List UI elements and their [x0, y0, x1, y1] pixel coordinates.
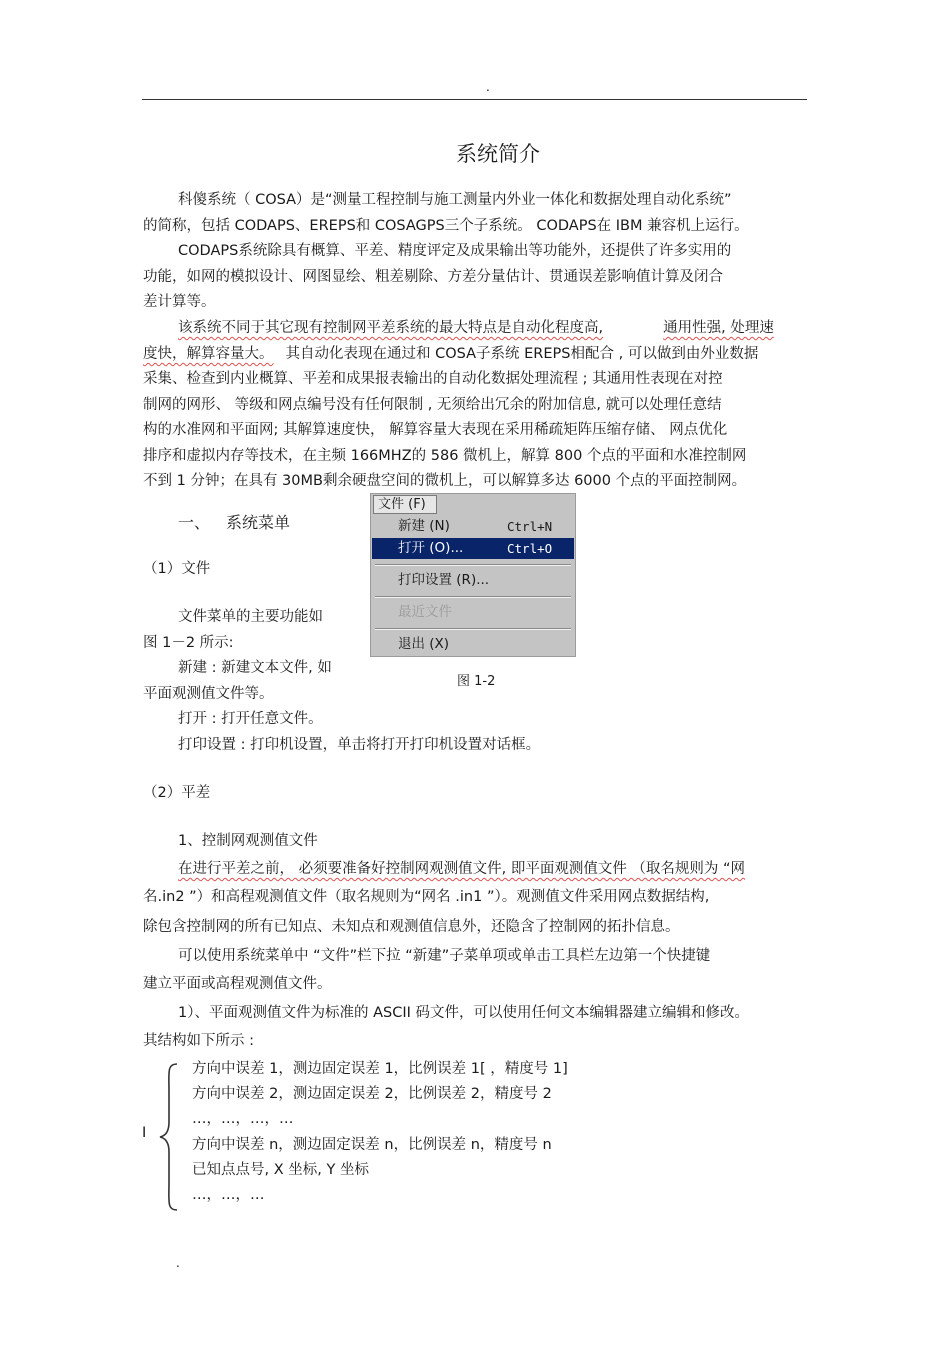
intro-line-8: 采集、检查到内业概算、平差和成果报表输出的自动化数据处理流程 ; 其通用性表现在对控	[143, 371, 723, 387]
file-heading: （1）文件	[143, 561, 211, 577]
menu-title[interactable]: 文件 (F)	[373, 495, 437, 514]
adjust-para1-line-2: 名.in2 ”）和高程观测值文件（取名规则为“网名 .in1 ”）。观测值文件采用网点数据结构,	[143, 889, 710, 905]
intro-line-4: 功能，如网的模拟设计、网图显绘、粗差剔除、方差分量估计、贯通误差影响值计算及闭合	[143, 269, 723, 285]
file-desc-line-1: 文件菜单的主要功能如	[178, 609, 323, 625]
menu-separator	[375, 628, 571, 630]
file-new-line-2: 平面观测值文件等。	[143, 686, 274, 702]
adjust-para1-line-3: 除包含控制网的所有已知点、未知点和观测值信息外，还隐含了控制网的拓扑信息。	[143, 919, 680, 935]
intro-line-7	[143, 344, 758, 364]
file-new-line-1: 新建 : 新建文本文件, 如	[178, 660, 332, 676]
section-heading	[178, 510, 290, 533]
menu-item-new-shortcut: Ctrl+N	[507, 519, 553, 534]
adjust-para1-line-1	[178, 859, 745, 879]
menu-item-exit[interactable]	[372, 634, 574, 655]
figure-caption: 图 1-2	[457, 674, 496, 689]
menu-item-exit-label: 退出 (X)	[398, 636, 450, 652]
header-rule	[142, 99, 807, 100]
section-number: 一、	[178, 513, 211, 532]
footer-dot: .	[176, 1256, 180, 1270]
menu-item-open-label: 打开 (O)...	[398, 540, 464, 556]
file-print-desc: 打印设置 : 打印机设置，单击将打开打印机设置对话框。	[178, 737, 541, 753]
structure-line: 方向中误差 2，测边固定误差 2，比例误差 2，精度号 2	[192, 1086, 552, 1102]
structure-line: 方向中误差 n，测边固定误差 n，比例误差 n，精度号 n	[192, 1137, 552, 1153]
menu-item-print-setup-label: 打印设置 (R)...	[398, 572, 490, 588]
intro-line-2: 的简称，包括 CODAPS、EREPS和 COSAGPS三个子系统。 CODAPS在 IBM 兼容机上运行。	[143, 218, 749, 234]
intro-line-12: 不到 1 分钟；在具有 30MB剩余硬盘空间的微机上，可以解算多达 6000 个点的平面控制网。	[143, 473, 747, 489]
intro-line-6	[178, 318, 774, 338]
menu-item-open-shortcut: Ctrl+O	[507, 541, 553, 556]
page-title: 系统简介	[456, 142, 540, 166]
structure-line: 已知点点号, X 坐标, Y 坐标	[192, 1162, 369, 1178]
menu-item-new-label: 新建 (N)	[398, 518, 450, 534]
structure-line: …，…，…，…	[192, 1111, 294, 1127]
menu-separator	[375, 596, 571, 598]
adjust-heading: （2）平差	[143, 785, 211, 801]
intro-line-7-b: 其自动化表现在通过和 COSA子系统 EREPS相配合 , 可以做到由外业数据	[285, 346, 759, 362]
intro-line-9: 制网的网形、 等级和网点编号没有任何限制 , 无须给出冗余的附加信息, 就可以处理任意结	[143, 397, 722, 413]
adjust-para1-line-1-text: 在进行平差之前， 必须要准备好控制网观测值文件, 即平面观测值文件 （取名规则为 “网	[178, 861, 746, 877]
menu-separator	[375, 564, 571, 566]
menu-item-print-setup[interactable]	[372, 570, 574, 591]
header-dot: .	[486, 80, 490, 94]
intro-line-3: CODAPS系统除具有概算、平差、精度评定及成果输出等功能外，还提供了许多实用的	[178, 243, 732, 259]
structure-label: I	[142, 1125, 147, 1141]
intro-line-7-a: 度快，解算容量大。	[143, 346, 274, 362]
adjust-para2-line-1: 可以使用系统菜单中 “文件”栏下拉 “新建”子菜单项或单击工具栏左边第一个快捷键	[178, 948, 711, 964]
section-title: 系统菜单	[226, 513, 291, 532]
menu-item-open[interactable]	[372, 538, 574, 559]
adjust-para3-line-2: 其结构如下所示 :	[143, 1033, 254, 1049]
adjust-subheading: 1、控制网观测值文件	[178, 833, 318, 849]
menu-item-recent-files-label: 最近文件	[398, 604, 452, 620]
intro-line-1: 科傻系统（ COSA）是“测量工程控制与施工测量内外业一体化和数据处理自动化系统”	[178, 192, 732, 208]
file-menu-screenshot	[370, 493, 576, 657]
intro-line-10: 构的水准网和平面网; 其解算速度快， 解算容量大表现在采用稀疏矩阵压缩存储、 网点优化	[143, 422, 728, 438]
intro-line-6-b: 通用性强, 处理速	[663, 320, 774, 336]
intro-line-6-a: 该系统不同于其它现有控制网平差系统的最大特点是自动化程度高,	[178, 320, 604, 336]
curly-brace-icon	[157, 1062, 181, 1212]
file-open-desc: 打开 : 打开任意文件。	[178, 711, 323, 727]
adjust-para3-line-1: 1）、平面观测值文件为标准的 ASCII 码文件，可以使用任何文本编辑器建立编辑和修改。	[178, 1005, 749, 1021]
structure-line: 方向中误差 1，测边固定误差 1，比例误差 1[ ，精度号 1]	[192, 1061, 568, 1077]
structure-line: …，…，…	[192, 1187, 265, 1203]
intro-line-5: 差计算等。	[143, 294, 216, 310]
file-desc-line-2: 图 1－2 所示:	[143, 635, 234, 651]
intro-line-11: 排序和虚拟内存等技术，在主频 166MHZ的 586 微机上，解算 800 个点的平面和水准控制网	[143, 448, 747, 464]
menu-item-new[interactable]	[372, 516, 574, 537]
menu-item-recent-files	[372, 602, 574, 623]
adjust-para2-line-2: 建立平面或高程观测值文件。	[143, 976, 332, 992]
